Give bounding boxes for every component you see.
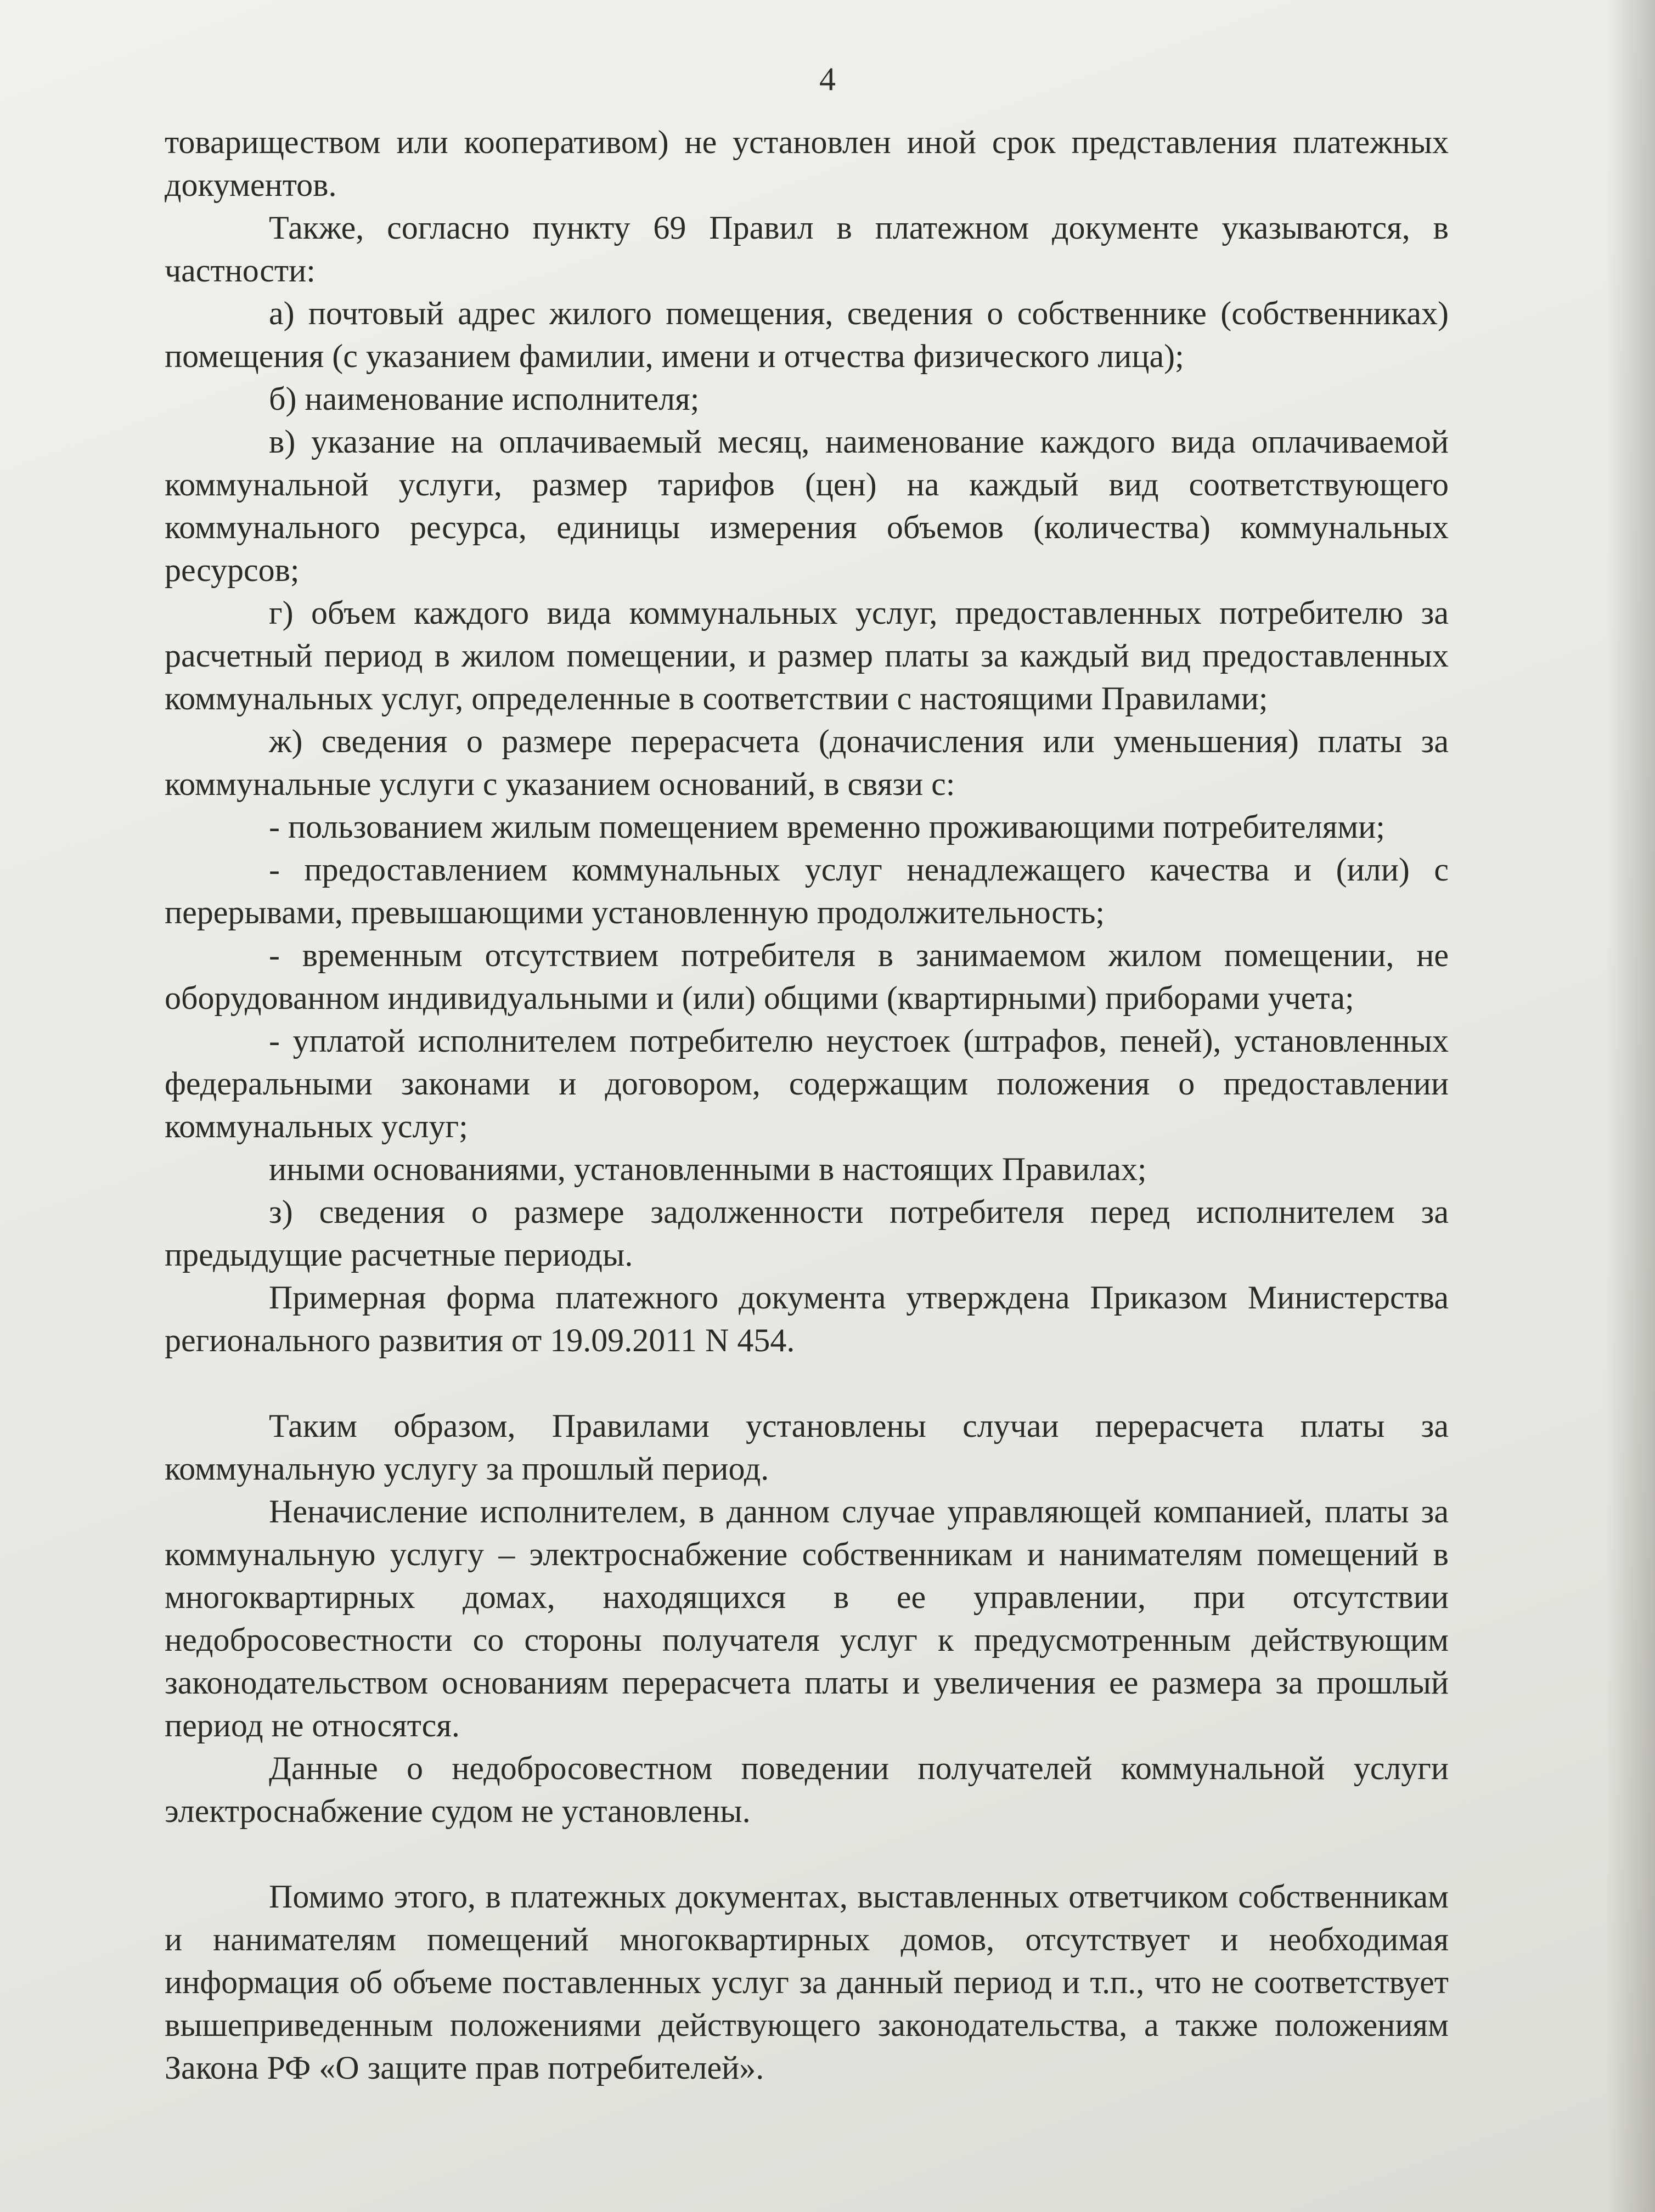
paragraph: товариществом или кооперативом) не установлен иной срок представления платежных документов. <box>165 124 1449 203</box>
sub-item: - временным отсутствием потребителя в занимаемом жилом помещении, не оборудованном индивидуальными и (или) общими (квартирными) приборами учета; <box>165 937 1449 1016</box>
paragraph: Таким образом, Правилами установлены случаи перерасчета платы за коммунальную услугу за прошлый период. <box>165 1408 1449 1487</box>
document-body <box>165 121 1449 2089</box>
list-item-zh: ж) сведения о размере перерасчета (доначисления или уменьшения) платы за коммунальные услуги с указанием оснований, в связи с: <box>165 723 1449 802</box>
list-item-a: а) почтовый адрес жилого помещения, сведения о собственнике (собственниках) помещения (с указанием фамилии, имени и отчества физического лица); <box>165 295 1449 374</box>
list-item-v: в) указание на оплачиваемый месяц, наименование каждого вида оплачиваемой коммунальной услуги, размер тарифов (цен) на каждый вид соответствующего коммунального ресурса, единицы измерения объемов (количества) коммунальных ресурсов; <box>165 424 1449 588</box>
sub-item: - пользованием жилым помещением временно проживающими потребителями; <box>269 809 1385 845</box>
paragraph: Также, согласно пункту 69 Правил в платежном документе указываются, в частности: <box>165 210 1449 289</box>
page-edge-shadow <box>1606 0 1655 2212</box>
list-item-b: б) наименование исполнителя; <box>269 381 700 417</box>
sub-item: иными основаниями, установленными в настоящих Правилах; <box>269 1151 1147 1187</box>
list-item-g: г) объем каждого вида коммунальных услуг, предоставленных потребителю за расчетный период в жилом помещении, и размер платы за каждый вид предоставленных коммунальных услуг, определенные в соответствии с настоящими Правилами; <box>165 595 1449 716</box>
paragraph: Примерная форма платежного документа утверждена Приказом Министерства регионального развития от 19.09.2011 N 454. <box>165 1279 1449 1358</box>
sub-item: - уплатой исполнителем потребителю неустоек (штрафов, пеней), установленных федеральными законами и договором, содержащим положения о предоставлении коммунальных услуг; <box>165 1023 1449 1144</box>
sub-item: - предоставлением коммунальных услуг ненадлежащего качества и (или) с перерывами, превышающими установленную продолжительность; <box>165 851 1449 930</box>
paragraph: Данные о недобросовестном поведении получателей коммунальной услуги электроснабжение судом не установлены. <box>165 1750 1449 1829</box>
paragraph: Помимо этого, в платежных документах, выставленных ответчиком собственникам и нанимателям помещений многоквартирных домов, отсутствует и необходимая информация об объеме поставленных услуг за данный период и т.п., что не соответствует вышеприведенным положениями действующего законодательства, а также положениям Закона РФ «О защите прав потребителей». <box>165 1878 1449 2086</box>
page-number: 4 <box>819 61 836 97</box>
list-item-z: з) сведения о размере задолженности потребителя перед исполнителем за предыдущие расчетные периоды. <box>165 1194 1449 1273</box>
paragraph: Неначисление исполнителем, в данном случае управляющей компанией, платы за коммунальную услугу – электроснабжение собственникам и нанимателям помещений в многоквартирных домах, находящихся в ее управлении, при отсутствии недобросовестности со стороны получателя услуг к предусмотренным действующим законодательством основаниям перерасчета платы и увеличения ее размера за прошлый период не относятся. <box>165 1493 1449 1743</box>
